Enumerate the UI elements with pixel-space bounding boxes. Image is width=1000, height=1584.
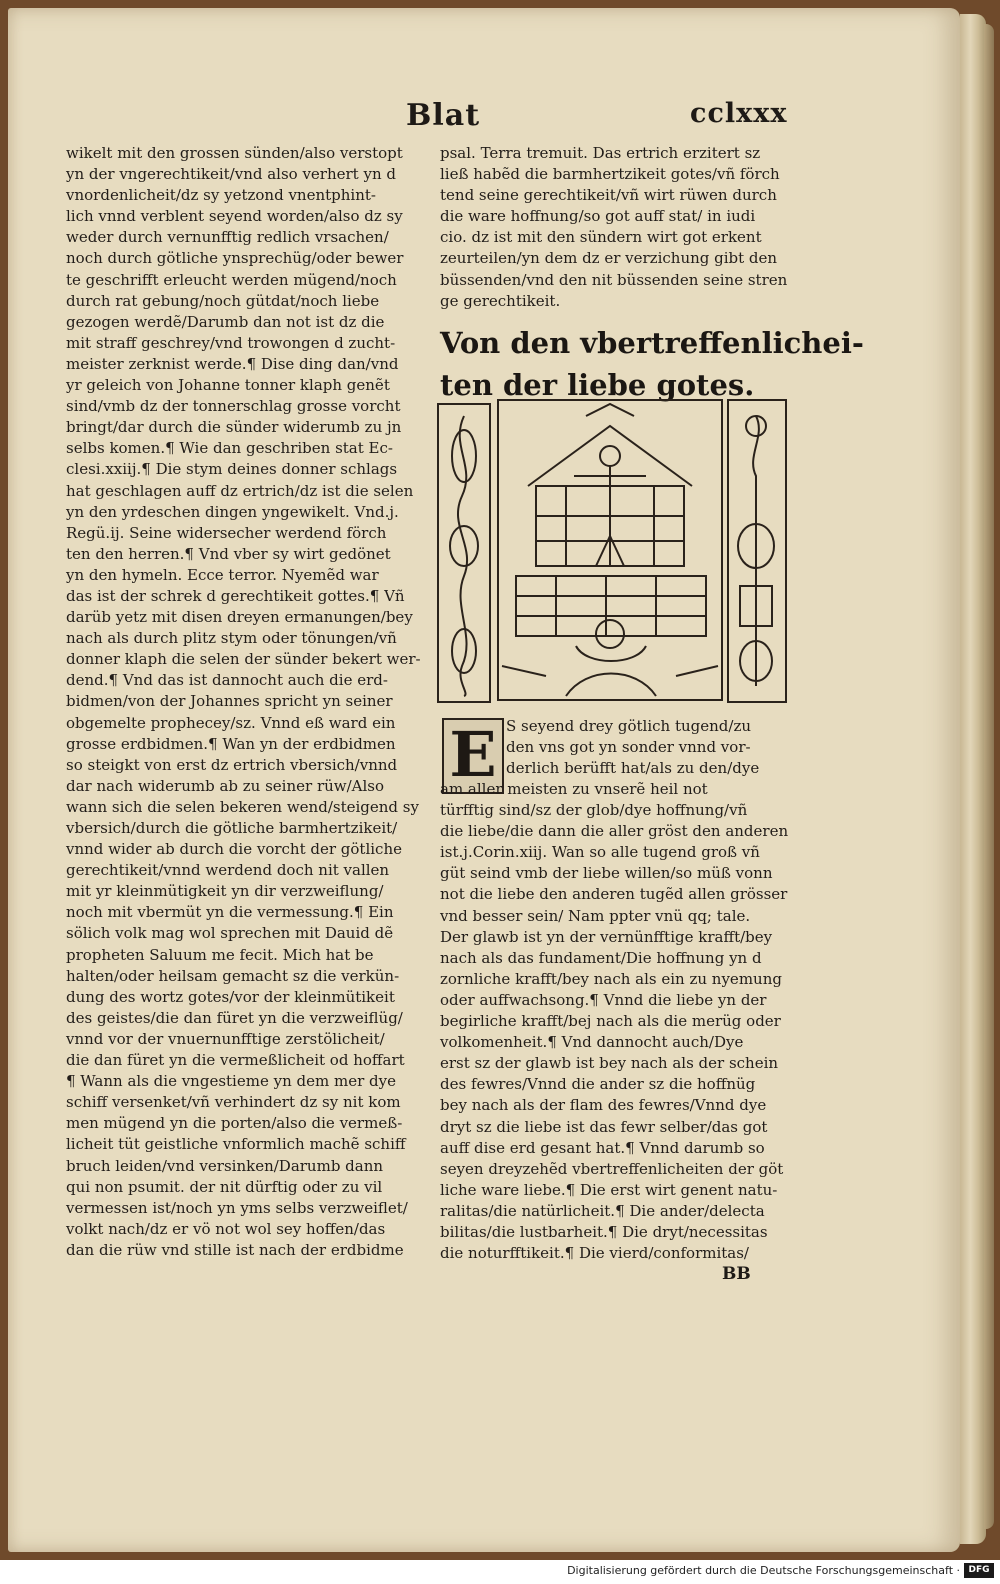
- left-column-line: mit yr kleinmütigkeit yn dir verzweiflung/: [66, 882, 384, 901]
- left-column-line: Regü.ij. Seine widersecher werdend förch: [66, 523, 387, 542]
- left-column-line: gezogen werdẽ/Darumb dan not ist dz die: [66, 312, 385, 331]
- right-column-top-line: ließ habẽd die barmhertzikeit gotes/vñ förch: [440, 165, 780, 184]
- right-column-top-line: zeurteilen/yn dem dz er verzichung gibt den: [440, 249, 778, 268]
- right-column-bottom-line: oder auffwachsong.¶ Vnnd die liebe yn der: [440, 990, 767, 1009]
- right-column-bottom: [440, 779, 790, 1264]
- dfg-logo-icon: DFG: [964, 1563, 994, 1578]
- left-column-line: licheit tüt geistliche vnformlich machẽ schiff: [66, 1135, 406, 1154]
- chapter-heading: [440, 322, 864, 406]
- right-column-bottom-line: die liebe/die dann die aller gröst den anderen: [440, 822, 789, 841]
- left-column-line: yr geleich von Johanne tonner klaph genẽt: [66, 376, 390, 395]
- right-column-top-line: die ware hoffnung/so got auff stat/ in iudi: [440, 207, 756, 226]
- left-column-line: qui non psumit. der nit dürftig oder zu vil: [66, 1177, 383, 1196]
- drop-cap: E: [442, 718, 504, 794]
- left-column-line: dend.¶ Vnd das ist dannocht auch die erd-: [66, 671, 388, 690]
- right-column-bottom-line: am aller meisten zu vnserẽ heil not: [440, 780, 708, 798]
- page-edge-outer: [984, 24, 994, 1529]
- left-column-line: das ist der schrek d gerechtikeit gottes.¶ Vñ: [66, 586, 405, 605]
- left-column-line: yn den hymeln. Ecce terror. Nyemẽd war: [66, 565, 379, 584]
- left-column-line: dan die rüw vnd stille ist nach der erdbidme: [66, 1240, 404, 1259]
- left-column-line: volkt nach/dz er vö not wol sey hoffen/das: [66, 1219, 386, 1238]
- left-column-line: darüb yetz mit disen dreyen ermanungen/bey: [66, 608, 413, 627]
- right-column-top-line: psal. Terra tremuit. Das ertrich erzitert sz: [440, 144, 761, 162]
- chapter-heading-line-2: ten der liebe gotes.: [440, 368, 755, 402]
- left-column-line: yn den yrdeschen dingen yngewikelt. Vnd.j.: [66, 502, 399, 521]
- right-column-top-line: büssenden/vnd den nit büssenden seine stren: [440, 270, 788, 289]
- folio-number: cclxxx: [690, 98, 788, 129]
- left-column-line: sind/vmb dz der tonnerschlag grosse vorcht: [66, 397, 401, 416]
- left-column-line: bringt/dar durch die sünder widerumb zu jn: [66, 418, 402, 437]
- left-column-line: wann sich die selen bekeren wend/steigend sy: [66, 797, 419, 816]
- left-column-line: hat geschlagen auff dz ertrich/dz ist die selen: [66, 481, 414, 500]
- left-column-line: vnordenlicheit/dz sy yetzond vnentphint-: [66, 186, 376, 205]
- chapter-heading-line-1: Von den vbertreffenlichei-: [440, 326, 864, 360]
- woodcut-illustration: [436, 396, 792, 708]
- right-column-bottom-line: güt seind vmb der liebe willen/so müß vonn: [440, 864, 773, 883]
- left-column-line: halten/oder heilsam gemacht sz die verkün-: [66, 966, 400, 985]
- left-column-line: gerechtikeit/vnnd werdend doch nit vallen: [66, 861, 390, 880]
- right-column-bottom-line: die noturfftikeit.¶ Die vierd/conformitas/: [440, 1244, 749, 1263]
- left-column-line: vnnd wider ab durch die vorcht der götliche: [66, 840, 402, 859]
- right-column-bottom-line: Der glawb ist yn der vernünfftige krafft/bey: [440, 927, 773, 946]
- running-head-left: Blat: [406, 98, 481, 133]
- lower-figure-head: [596, 620, 624, 648]
- right-column-bottom-line: türfftig sind/sz der glob/dye hoffnung/vñ: [440, 801, 748, 820]
- right-column-bottom-line: begirliche krafft/bej nach als die merüg oder: [440, 1012, 781, 1031]
- left-column-line: die dan füret yn die vermeßlicheit od hoffart: [66, 1051, 405, 1070]
- right-column-bottom-line: nach als das fundament/Die hoffnung yn d: [440, 948, 762, 967]
- left-column-line: wikelt mit den grossen sünden/also verstopt: [66, 144, 403, 162]
- left-column-line: vbersich/durch die götliche barmhertzikeit/: [66, 819, 398, 837]
- page-edge: [960, 14, 986, 1544]
- right-flower-ornament: [753, 416, 759, 686]
- left-column-line: lich vnnd verblent seyend worden/also dz sy: [66, 207, 403, 226]
- funding-credit: Digitalisierung gefördert durch die Deutsche Forschungsgemeinschaft ·: [567, 1564, 960, 1577]
- left-column-line: noch durch götliche ynsprechüg/oder bewer: [66, 249, 404, 268]
- left-column-line: vnnd vor der vnuernunfftige zerstölicheit/: [66, 1029, 385, 1048]
- right-column-bottom-line: liche ware liebe.¶ Die erst wirt genent natu-: [440, 1180, 778, 1199]
- left-column-line: dung des wortz gotes/vor der kleinmütikeit: [66, 987, 395, 1006]
- left-vine-ornament: [458, 416, 467, 696]
- left-column-line: yn der vngerechtikeit/vnd also verhert yn d: [66, 165, 396, 184]
- left-column-line: durch rat gebung/noch gütdat/noch liebe: [66, 291, 380, 310]
- left-column-line: weder durch vernunfftig redlich vrsachen/: [66, 228, 389, 247]
- signature-mark: BB: [722, 1264, 751, 1284]
- left-column-line: des geistes/die dan füret yn die verzweiflüg/: [66, 1008, 403, 1027]
- right-column-after-cap-line: den vns got yn sonder vnnd vor-: [506, 738, 751, 757]
- left-column-line: propheten Saluum me fecit. Mich hat be: [66, 945, 374, 964]
- right-column-bottom-line: auff dise erd gesant hat.¶ Vnnd darumb so: [440, 1138, 765, 1157]
- left-column-line: sölich volk mag wol sprechen mit Dauid dẽ: [66, 924, 394, 943]
- right-column-after-cap-line: derlich berüfft hat/als zu den/dye: [506, 759, 760, 778]
- left-column-line: nach als durch plitz stym oder tönungen/vñ: [66, 629, 397, 648]
- left-column-line: ¶ Wann als die vngestieme yn dem mer dye: [66, 1072, 396, 1091]
- left-column-line: ten den herren.¶ Vnd vber sy wirt gedönet: [66, 544, 391, 563]
- right-column-bottom-line: bilitas/die lustbarheit.¶ Die dryt/necessitas: [440, 1222, 768, 1241]
- left-column-line: men mügend yn die porten/also die vermeß-: [66, 1114, 403, 1133]
- right-column-bottom-line: ralitas/die natürlicheit.¶ Die ander/delecta: [440, 1201, 765, 1220]
- right-column-after-cap: [506, 716, 796, 779]
- dove-shape: [586, 404, 634, 416]
- left-column: [66, 143, 421, 1261]
- left-column-line: obgemelte prophecey/sz. Vnnd eß ward ein: [66, 713, 396, 732]
- left-column-line: mit straff geschrey/vnd trowongen d zucht-: [66, 333, 396, 352]
- right-column-top-line: ge gerechtikeit.: [440, 291, 561, 310]
- left-column-line: dar nach widerumb ab zu seiner rüw/Also: [66, 776, 385, 795]
- right-column-bottom-line: des fewres/Vnnd die ander sz die hoffnüg: [440, 1075, 756, 1094]
- left-column-line: donner klaph die selen der sünder bekert wer-: [66, 650, 421, 669]
- left-column-line: selbs komen.¶ Wie dan geschriben stat Ec-: [66, 439, 393, 458]
- right-column-after-cap-line: S seyend drey götlich tugend/zu: [506, 717, 752, 735]
- right-column-bottom-line: vnd besser sein/ Nam ppter vnü qq; tale.: [440, 906, 751, 925]
- right-column-top-line: cio. dz ist mit den sündern wirt got erkent: [440, 228, 762, 247]
- left-column-line: bruch leiden/vnd versinken/Darumb dann: [66, 1156, 384, 1175]
- right-column-bottom-line: ist.j.Corin.xiij. Wan so alle tugend groß vñ: [440, 843, 760, 862]
- left-column-line: meister zerknist werde.¶ Dise ding dan/vnd: [66, 354, 399, 373]
- woodcut-left-border: [438, 404, 490, 702]
- right-column-bottom-line: seyen dreyzehẽd vbertreffenlicheiten der göt: [440, 1159, 784, 1178]
- right-column-top-line: tend seine gerechtikeit/vñ wirt rüwen durch: [440, 186, 777, 205]
- right-column-bottom-line: volkomenheit.¶ Vnd dannocht auch/Dye: [440, 1033, 744, 1052]
- figure-head: [600, 446, 620, 466]
- left-column-line: te geschrifft erleucht werden mügend/noch: [66, 270, 397, 289]
- right-column-bottom-line: dryt sz die liebe ist das fewr selber/das got: [440, 1117, 768, 1136]
- right-column-bottom-line: erst sz der glawb ist bey nach als der schein: [440, 1054, 779, 1073]
- right-column-bottom-line: not die liebe den anderen tugẽd allen grösser: [440, 885, 788, 904]
- left-column-line: so steigkt von erst dz ertrich vbersich/vnnd: [66, 755, 398, 774]
- left-column-line: schiff versenket/vñ verhindert dz sy nit kom: [66, 1093, 401, 1112]
- left-column-line: noch mit vbermüt yn die vermessung.¶ Ein: [66, 903, 394, 922]
- left-column-line: bidmen/von der Johannes spricht yn seiner: [66, 692, 393, 711]
- left-column-line: vermessen ist/noch yn yms selbs verzweiflet/: [66, 1198, 408, 1217]
- right-column-top: [440, 143, 790, 312]
- right-column-bottom-line: zornliche krafft/bey nach als ein zu nyemung: [440, 969, 782, 988]
- right-column-bottom-line: bey nach als der flam des fewres/Vnnd dye: [440, 1096, 767, 1115]
- left-column-line: clesi.xxiij.¶ Die stym deines donner schlags: [66, 460, 398, 479]
- left-column-line: grosse erdbidmen.¶ Wan yn der erdbidmen: [66, 734, 396, 753]
